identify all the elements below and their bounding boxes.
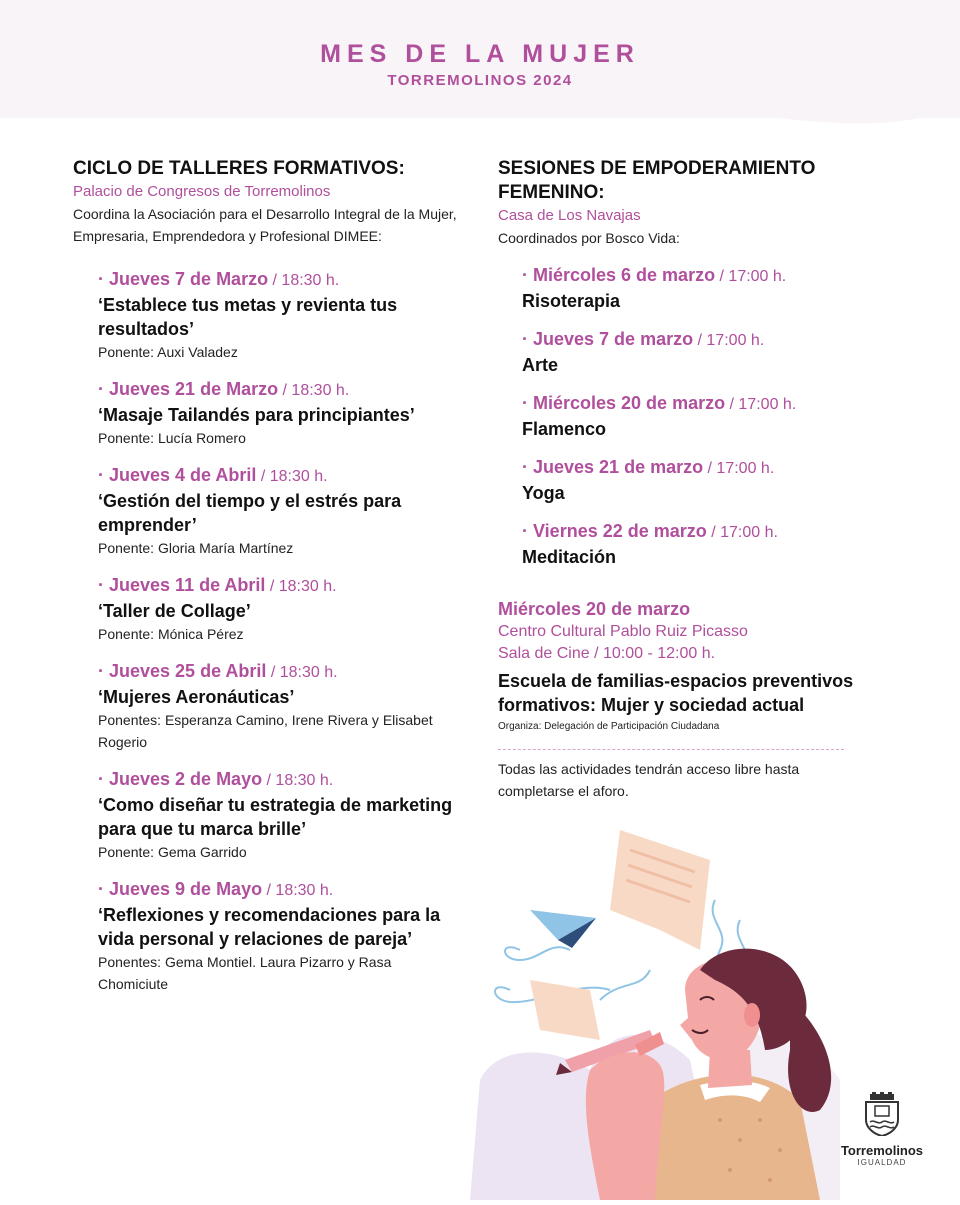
workshop-time: / 18:30 h. [278, 382, 350, 399]
workshops-title: CICLO DE TALLERES FORMATIVOS: [73, 158, 405, 179]
workshop-item [98, 659, 463, 753]
page-title: MES DE LA MUJER [320, 40, 640, 68]
session-time: / 17:00 h. [703, 460, 775, 477]
workshop-speaker: Ponentes: Esperanza Camino, Irene Rivera y Elisabet Rogerio [98, 712, 433, 750]
special-event-location: Centro Cultural Pablo Ruiz Picasso [498, 623, 748, 640]
workshop-date: · Jueves 9 de Mayo [98, 879, 263, 899]
page-subtitle: TORREMOLINOS 2024 [387, 72, 573, 89]
session-title: Arte [522, 355, 559, 375]
special-event-date: Miércoles 20 de marzo [498, 599, 691, 619]
session-item [522, 519, 898, 569]
workshop-title: ‘Como diseñar tu estrategia de marketing para que tu marca brille’ [98, 795, 453, 839]
workshop-title: ‘Taller de Collage’ [98, 601, 251, 621]
workshop-date: · Jueves 7 de Marzo [98, 269, 269, 289]
workshops-column [73, 157, 463, 995]
workshop-date: · Jueves 11 de Abril [98, 575, 266, 595]
special-event-room: Sala de Cine / 10:00 - 12:00 h. [498, 645, 716, 662]
session-title: Meditación [522, 547, 617, 567]
session-time: / 17:00 h. [706, 524, 778, 541]
workshops-venue: Palacio de Congresos de Torremolinos [73, 183, 331, 200]
workshop-title: ‘Reflexiones y recomendaciones para la vida personal y relaciones de pareja’ [98, 905, 441, 949]
session-title: Risoterapia [522, 291, 621, 311]
divider [498, 749, 844, 750]
sessions-column [498, 157, 898, 802]
session-time: / 17:00 h. [725, 396, 797, 413]
workshop-item [98, 267, 463, 363]
workshop-title: ‘Masaje Tailandés para principiantes’ [98, 405, 415, 425]
workshop-time: / 18:30 h. [262, 882, 334, 899]
workshop-item [98, 767, 463, 863]
workshop-date: · Jueves 25 de Abril [98, 661, 267, 681]
workshop-speaker: Ponente: Auxi Valadez [98, 344, 238, 360]
workshop-date: · Jueves 2 de Mayo [98, 769, 263, 789]
city-shield-icon [864, 1092, 900, 1136]
woman-thinking-illustration [460, 820, 840, 1205]
special-event [498, 597, 898, 735]
special-event-organizer: Organiza: Delegación de Participación Ciudadana [498, 721, 720, 732]
session-item [522, 263, 898, 313]
sessions-title: SESIONES DE EMPODERAMIENTO FEMENINO: [498, 158, 816, 203]
workshop-title: ‘Gestión del tiempo y el estrés para emprender’ [98, 491, 402, 535]
session-title: Flamenco [522, 419, 607, 439]
workshop-time: / 18:30 h. [256, 468, 328, 485]
special-event-title: Escuela de familias-espacios preventivos formativos: Mujer y sociedad actual [498, 671, 854, 715]
workshops-coordinator: Coordina la Asociación para el Desarrollo Integral de la Mujer, Empresaria, Emprendedora y Profesional DIMEE: [73, 206, 457, 244]
session-date: · Jueves 21 de marzo [522, 457, 704, 477]
workshop-item [98, 573, 463, 645]
workshop-date: · Jueves 21 de Marzo [98, 379, 279, 399]
session-time: / 17:00 h. [715, 268, 787, 285]
workshop-time: / 18:30 h. [268, 272, 340, 289]
session-item [522, 327, 898, 377]
workshop-speaker: Ponente: Gloria María Martínez [98, 540, 294, 556]
session-item [522, 455, 898, 505]
session-date: · Viernes 22 de marzo [522, 521, 707, 541]
workshop-item [98, 877, 463, 995]
access-note: Todas las actividades tendrán acceso libre hasta completarse el aforo. [498, 761, 800, 799]
session-item [522, 391, 898, 441]
session-title: Yoga [522, 483, 565, 503]
logo-name: Torremolinos [840, 1143, 924, 1158]
header-wave [0, 102, 960, 132]
workshop-item [98, 377, 463, 449]
workshop-title: ‘Establece tus metas y revienta tus resultados’ [98, 295, 398, 339]
workshop-time: / 18:30 h. [266, 664, 338, 681]
workshop-speaker: Ponente: Gema Garrido [98, 844, 247, 860]
session-date: · Miércoles 20 de marzo [522, 393, 726, 413]
session-date: · Miércoles 6 de marzo [522, 265, 716, 285]
workshop-date: · Jueves 4 de Abril [98, 465, 257, 485]
workshop-speaker: Ponente: Mónica Pérez [98, 626, 244, 642]
workshop-time: / 18:30 h. [265, 578, 337, 595]
sessions-venue: Casa de Los Navajas [498, 207, 641, 224]
workshop-item [98, 463, 463, 559]
workshop-speaker: Ponente: Lucía Romero [98, 430, 246, 446]
logo-subtitle: IGUALDAD [857, 1158, 907, 1167]
session-time: / 17:00 h. [693, 332, 765, 349]
workshop-time: / 18:30 h. [262, 772, 334, 789]
session-date: · Jueves 7 de marzo [522, 329, 694, 349]
torremolinos-logo [832, 1092, 932, 1167]
workshop-speaker: Ponentes: Gema Montiel. Laura Pizarro y Rasa Chomiciute [98, 954, 392, 992]
sessions-coordinator: Coordinados por Bosco Vida: [498, 230, 680, 246]
workshop-title: ‘Mujeres Aeronáuticas’ [98, 687, 295, 707]
